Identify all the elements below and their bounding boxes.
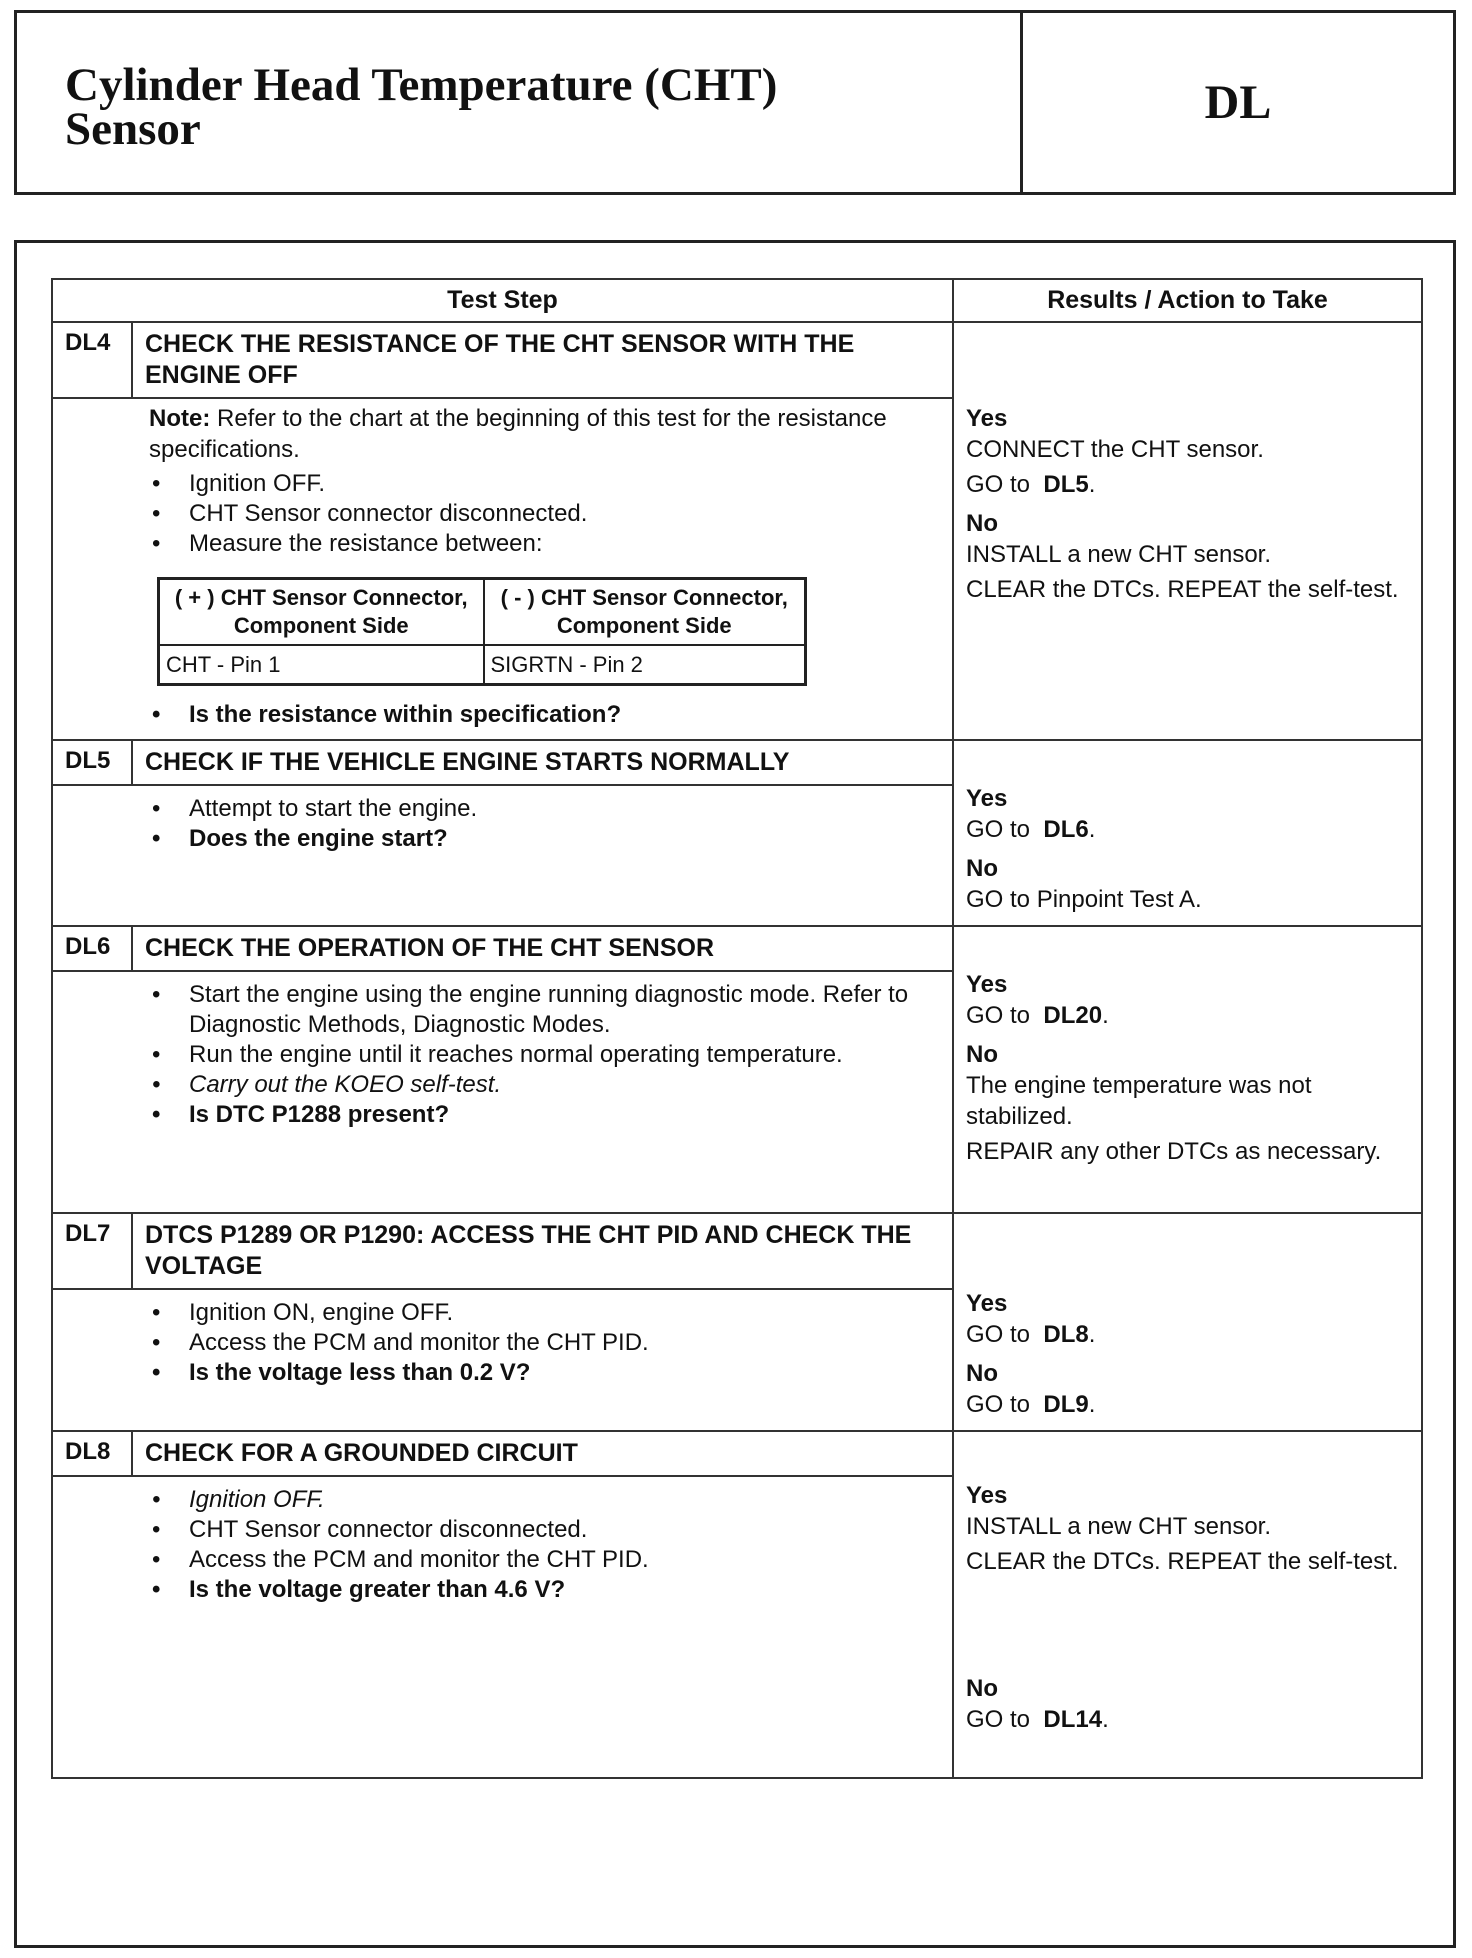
step-title: CHECK THE OPERATION OF THE CHT SENSOR (145, 934, 715, 962)
list-item: • Run the engine until it reaches normal operating temperature. (149, 1040, 938, 1070)
step-bullets (149, 1485, 938, 1605)
no-goto: GO to DL9. (966, 1391, 1096, 1418)
question-text: • Is the resistance within specification? (149, 700, 938, 730)
no-action: CLEAR the DTCs. REPEAT the self-test. (966, 576, 1399, 603)
test-step-cell (52, 1431, 953, 1778)
note-text: Refer to the chart at the beginning of this test for the resistance specifications. (149, 405, 887, 463)
step-bullets (149, 980, 938, 1130)
results-body (954, 323, 1421, 615)
results-body (954, 927, 1421, 1177)
test-step-table (51, 278, 1423, 1779)
test-step-cell (52, 740, 953, 926)
note-label: Note: (149, 405, 211, 432)
step-header (53, 1432, 952, 1477)
list-item: • Carry out the KOEO self-test. (149, 1070, 938, 1100)
no-label: No (966, 510, 998, 537)
step-header (53, 741, 952, 786)
step-bullets (149, 794, 938, 854)
step-body (53, 786, 952, 860)
goto-text: GO to (966, 1706, 1031, 1733)
step-title: CHECK IF THE VEHICLE ENGINE STARTS NORMALLY (145, 748, 790, 776)
results-body (954, 1214, 1421, 1430)
title-line-2: Sensor (65, 103, 201, 155)
connector-pin-table (157, 577, 807, 686)
title-line-1: Cylinder Head Temperature (CHT) (65, 59, 778, 111)
table-row (52, 1431, 1422, 1778)
goto-ref: DL5 (1043, 471, 1089, 498)
step-title: CHECK FOR A GROUNDED CIRCUIT (145, 1439, 578, 1467)
table-row (52, 1213, 1422, 1431)
table-header-row (52, 279, 1422, 322)
question-text: • Does the engine start? (149, 824, 938, 854)
yes-action: CLEAR the DTCs. REPEAT the self-test. (966, 1548, 1399, 1575)
step-title: DTCS P1289 OR P1290: ACCESS THE CHT PID AND CHECK THE VOLTAGE (145, 1221, 912, 1280)
goto-text: GO to (966, 1391, 1031, 1418)
step-bullets (149, 1298, 938, 1388)
results-cell (953, 926, 1422, 1213)
step-header (53, 927, 952, 972)
list-item: • Ignition OFF. (149, 469, 938, 499)
no-action: INSTALL a new CHT sensor. (966, 541, 1272, 568)
results-cell (953, 1213, 1422, 1431)
step-bullets (149, 469, 938, 559)
list-item: • CHT Sensor connector disconnected. (149, 1515, 938, 1545)
yes-label: Yes (966, 971, 1008, 998)
table-row (52, 322, 1422, 740)
results-cell (953, 1431, 1422, 1778)
column-header-test-step: Test Step (52, 279, 953, 322)
goto-ref: DL20 (1043, 1002, 1103, 1029)
list-item: • Ignition ON, engine OFF. (149, 1298, 938, 1328)
step-header (53, 1214, 952, 1290)
goto-text: GO to (966, 471, 1031, 498)
step-body (53, 399, 952, 736)
question-text: • Is the voltage less than 0.2 V? (149, 1358, 938, 1388)
note (149, 403, 938, 465)
results-cell (953, 740, 1422, 926)
step-body (53, 1477, 952, 1611)
step-id: DL6 (53, 927, 133, 970)
connector-header-positive: ( + ) CHT Sensor Connector, Component Side (159, 579, 484, 646)
step-id: DL7 (53, 1214, 133, 1288)
goto-text: GO to (966, 816, 1031, 843)
no-goto: GO to DL14. (966, 1706, 1109, 1733)
connector-header-negative: ( - ) CHT Sensor Connector, Component Side (484, 579, 806, 646)
question-text: • Is the voltage greater than 4.6 V? (149, 1575, 938, 1605)
goto-text: GO to (966, 1002, 1031, 1029)
column-header-results: Results / Action to Take (953, 279, 1422, 322)
yes-goto: GO to DL6. (966, 816, 1096, 843)
page-header (14, 10, 1456, 195)
step-title: CHECK THE RESISTANCE OF THE CHT SENSOR WITH THE ENGINE OFF (145, 330, 855, 389)
step-header (53, 323, 952, 399)
yes-goto: GO to DL5. (966, 471, 1096, 498)
step-body (53, 1290, 952, 1394)
test-step-cell (52, 926, 953, 1213)
yes-action: CONNECT the CHT sensor. (966, 436, 1264, 463)
table-row (52, 740, 1422, 926)
no-action: REPAIR any other DTCs as necessary. (966, 1138, 1382, 1165)
step-question (149, 700, 938, 730)
no-label: No (966, 855, 998, 882)
goto-ref: DL9 (1043, 1391, 1089, 1418)
question-text: • Is DTC P1288 present? (149, 1100, 938, 1130)
list-item: • Access the PCM and monitor the CHT PID. (149, 1545, 938, 1575)
list-item: • Start the engine using the engine running diagnostic mode. Refer to Diagnostic Methods, Diagnostic Modes. (149, 980, 938, 1040)
step-body (53, 972, 952, 1136)
step-id: DL5 (53, 741, 133, 784)
yes-label: Yes (966, 405, 1008, 432)
yes-label: Yes (966, 785, 1008, 812)
connector-pin-negative: SIGRTN - Pin 2 (484, 645, 806, 685)
yes-goto: GO to DL20. (966, 1002, 1109, 1029)
no-label: No (966, 1360, 998, 1387)
goto-ref: DL6 (1043, 816, 1089, 843)
yes-goto: GO to DL8. (966, 1321, 1096, 1348)
no-label: No (966, 1041, 998, 1068)
results-body (954, 741, 1421, 925)
goto-ref: DL8 (1043, 1321, 1089, 1348)
results-cell (953, 322, 1422, 740)
no-action: The engine temperature was not stabilized. (966, 1072, 1312, 1130)
page-title (17, 13, 1023, 192)
list-item: • Ignition OFF. (149, 1485, 938, 1515)
goto-ref: DL14 (1043, 1706, 1103, 1733)
yes-label: Yes (966, 1482, 1008, 1509)
no-action: GO to Pinpoint Test A. (966, 886, 1202, 913)
test-step-cell (52, 322, 953, 740)
step-id: DL8 (53, 1432, 133, 1475)
list-item: • CHT Sensor connector disconnected. (149, 499, 938, 529)
yes-action: INSTALL a new CHT sensor. (966, 1513, 1272, 1540)
goto-text: GO to (966, 1321, 1031, 1348)
list-item: • Attempt to start the engine. (149, 794, 938, 824)
test-step-cell (52, 1213, 953, 1431)
results-body (954, 1432, 1421, 1745)
step-id: DL4 (53, 323, 133, 397)
section-code: DL (1204, 76, 1272, 129)
yes-label: Yes (966, 1290, 1008, 1317)
table-row (52, 926, 1422, 1213)
content-frame (14, 240, 1456, 1948)
no-label: No (966, 1675, 998, 1702)
list-item: • Measure the resistance between: (149, 529, 938, 559)
list-item: • Access the PCM and monitor the CHT PID. (149, 1328, 938, 1358)
connector-pin-positive: CHT - Pin 1 (159, 645, 484, 685)
